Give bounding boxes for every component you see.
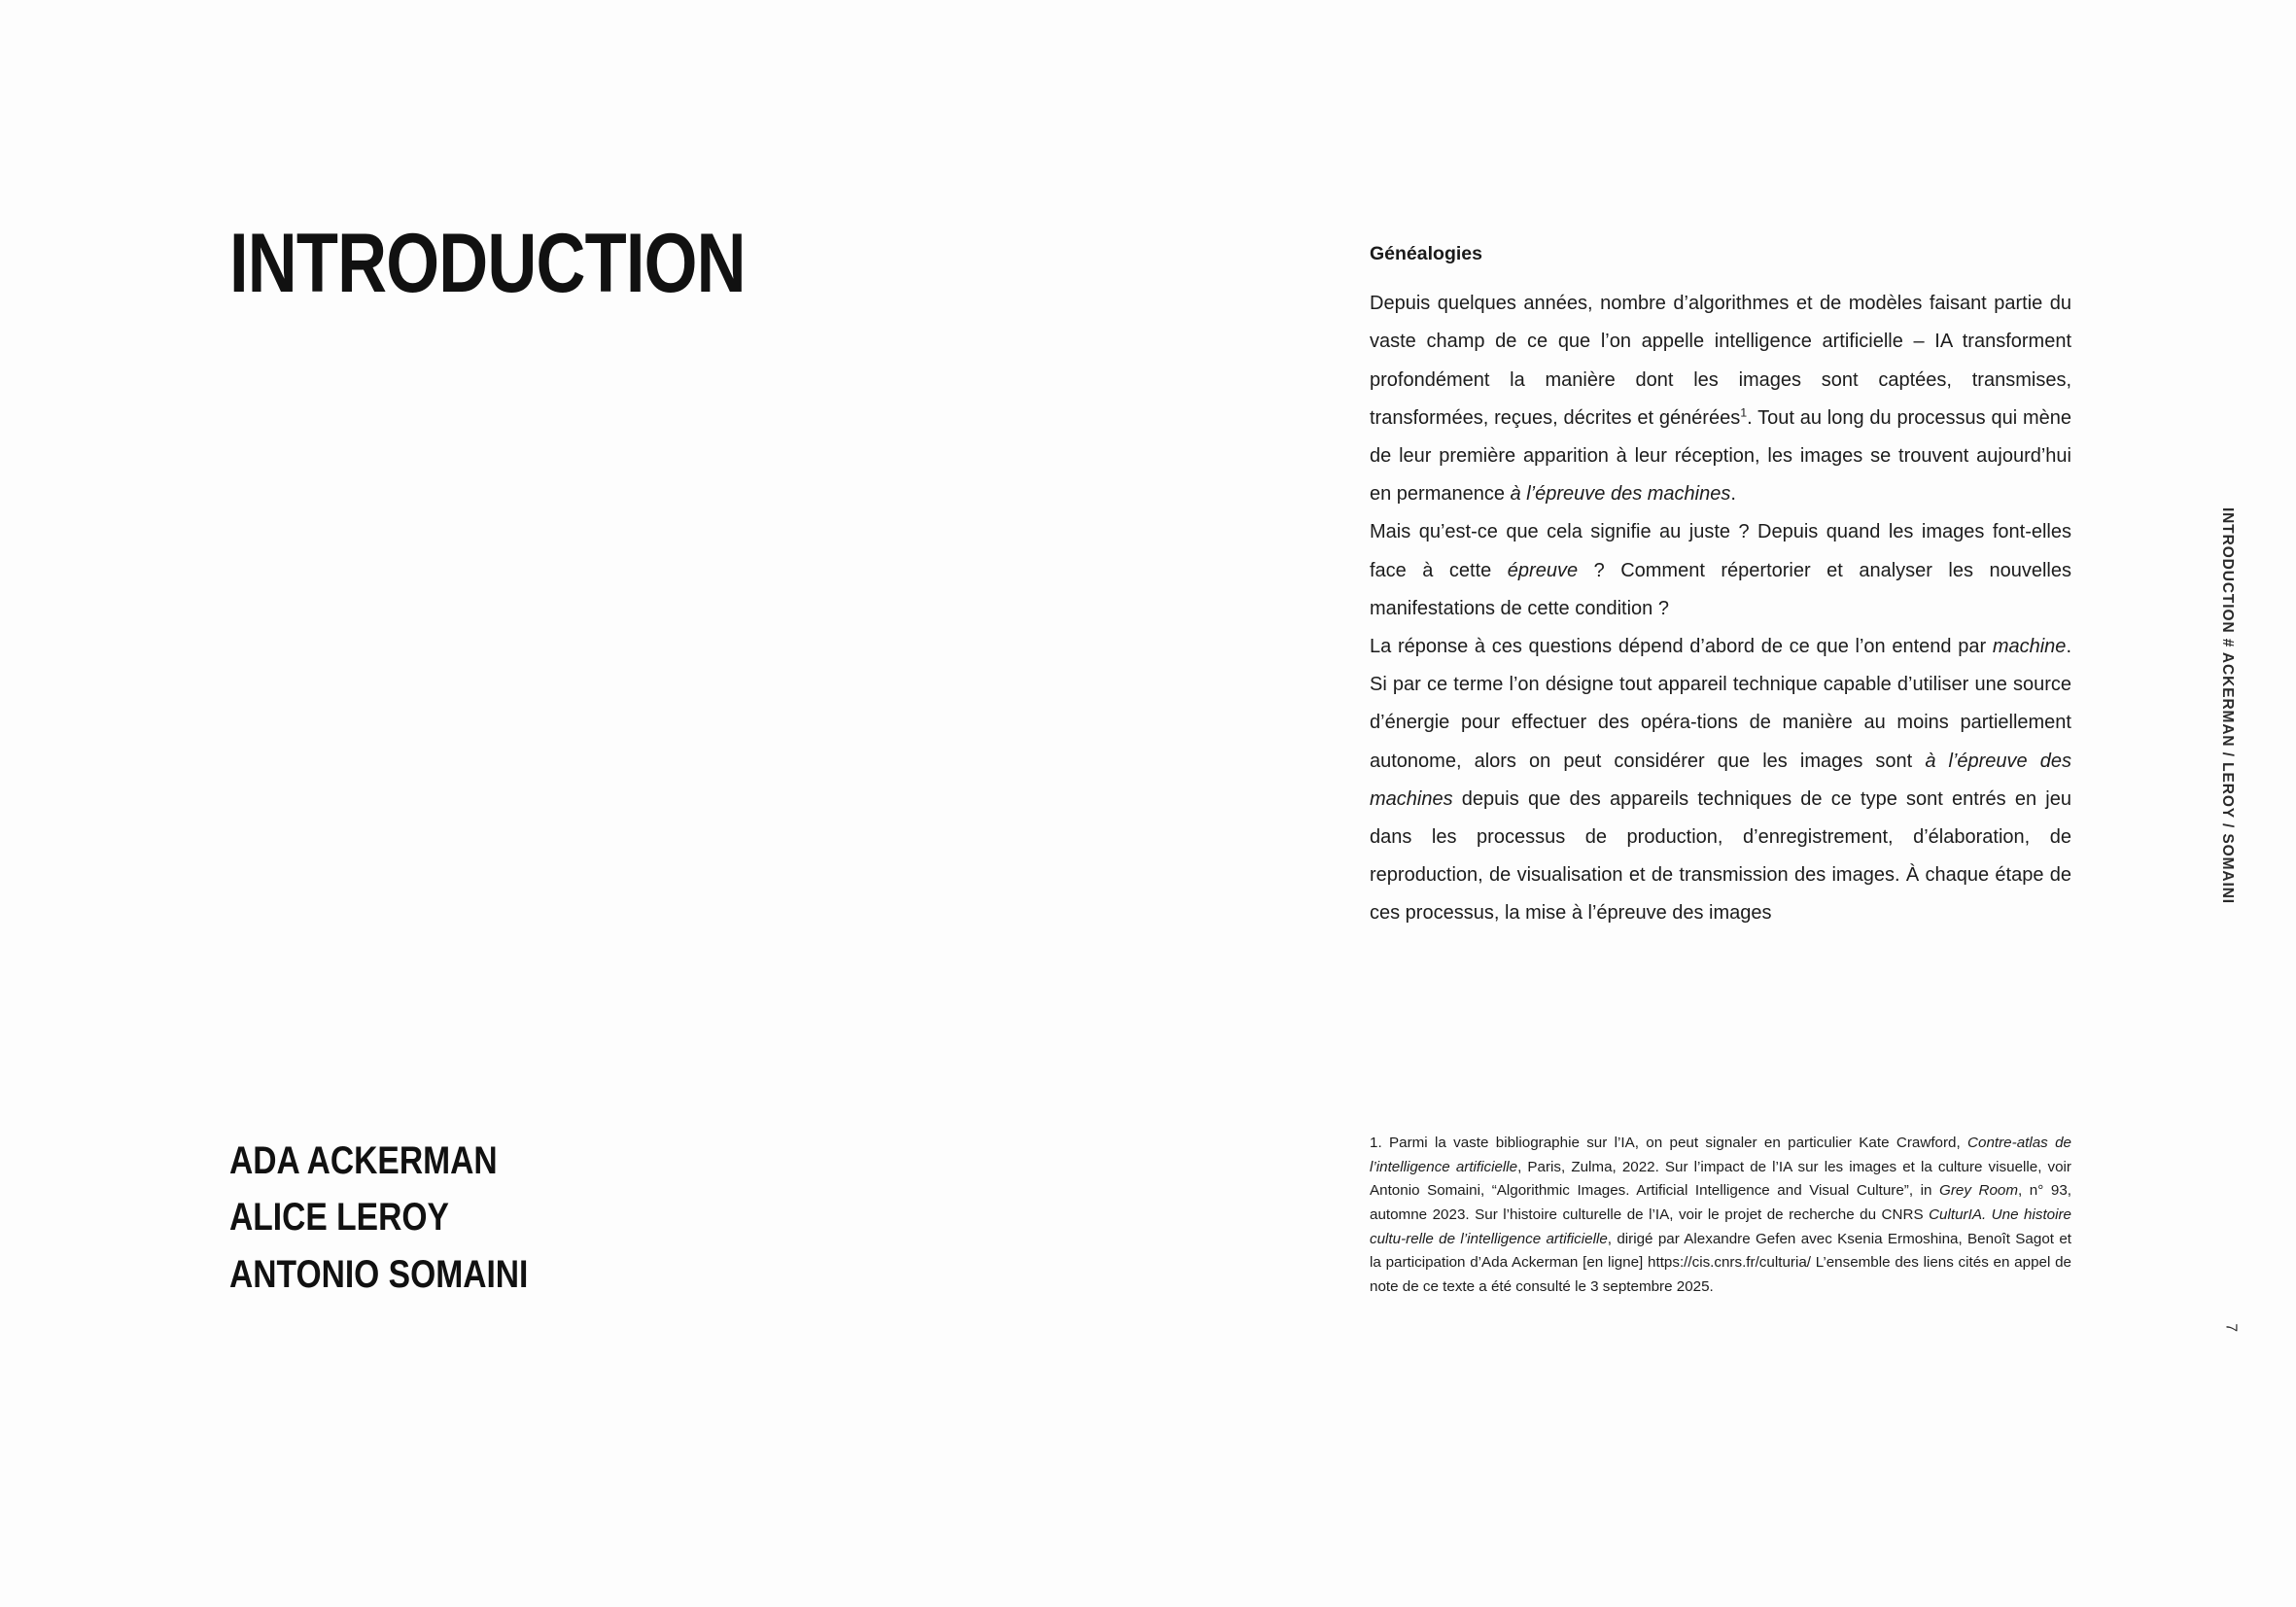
section-label: Généalogies: [1370, 243, 1482, 264]
running-head: INTRODUCTION # ACKERMAN / LEROY / SOMAINI: [2219, 507, 2236, 904]
body-paragraph: La réponse à ces questions dépend d’abord de ce que l’on entend par machine. Si par ce terme l’on désigne tout appareil technique capable d’utiliser une source d’énergie pour effectuer des opéra-tions de manière au moins partiellement autonome, alors on peut considérer que les images sont à l’épreuve des machines depuis que des appareils techniques de ce type sont entrés en jeu dans les processus de production, d’enregistrement, d’élaboration, de reproduction, de visualisation et de transmission des images. À chaque étape de ces processus, la mise à l’épreuve des images: [1370, 635, 2071, 925]
page-number: 7: [2223, 1323, 2240, 1332]
chapter-title: INTRODUCTION: [229, 217, 746, 310]
author-list: [229, 1133, 910, 1303]
right-page: [1148, 0, 2296, 1607]
body-text-column: [1370, 240, 2071, 932]
body-paragraph: Mais qu’est-ce que cela signifie au juste ? Depuis quand les images font-elles face à cette épreuve ? Comment répertorier et analyser les nouvelles manifestations de cette condition ?: [1370, 521, 2071, 619]
author-name: ADA ACKERMAN: [229, 1139, 498, 1182]
footnote: 1. Parmi la vaste bibliographie sur l’IA, on peut signaler en particulier Kate Crawford, Contre-atlas de l’intelligence artificielle, Paris, Zulma, 2022. Sur l’impact de l’IA sur les images et la culture visuelle, voir Antonio Somaini, “Algorithmic Images. Artificial Intelligence and Visual Culture”, in Grey Room, n° 93, automne 2023. Sur l’histoire culturelle de l’IA, voir le projet de recherche du CNRS CulturIA. Une histoire cultu-relle de l’intelligence artificielle, dirigé par Alexandre Gefen avec Ksenia Ermoshina, Benoît Sagot et la participation d’Ada Ackerman [en ligne] https://cis.cnrs.fr/culturia/ L’ensemble des liens cités en appel de note de ce texte a été consulté le 3 septembre 2025.: [1370, 1135, 2071, 1295]
author-name: ANTONIO SOMAINI: [229, 1252, 529, 1296]
author-name: ALICE LEROY: [229, 1196, 449, 1240]
body-paragraph: Depuis quelques années, nombre d’algorithmes et de modèles faisant partie du vaste champ de ce que l’on appelle intelligence artificielle – IA transforment profondément la manière dont les images sont captées, transmises, transformées, reçues, décrites et générées$^1$. Tout au long du processus qui mène de leur première apparition à leur réception, les images se trouvent aujourd’hui en permanence à l’épreuve des machines.: [1370, 293, 2071, 506]
